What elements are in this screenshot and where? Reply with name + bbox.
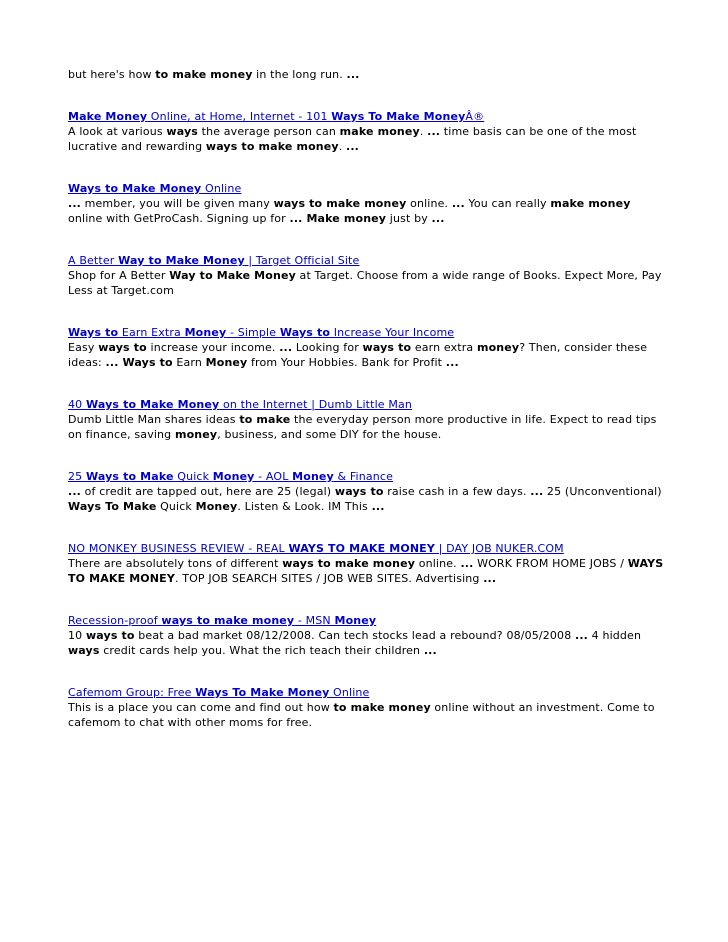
highlighted-term: Money bbox=[184, 326, 227, 339]
result-item bbox=[68, 613, 668, 658]
text-run: A look at various bbox=[68, 125, 167, 138]
text-run: There are absolutely tons of different bbox=[68, 557, 283, 570]
highlighted-term: ... bbox=[371, 500, 385, 513]
text-run: | DAY JOB NUKER.COM bbox=[434, 542, 564, 555]
result-item bbox=[68, 685, 668, 730]
text-run: Online bbox=[329, 686, 370, 699]
text-run: . TOP JOB SEARCH SITES / JOB WEB SITES. Advertising bbox=[174, 572, 484, 585]
highlighted-term: ways to bbox=[85, 629, 135, 642]
highlighted-term: make money bbox=[339, 125, 420, 138]
text-run: - MSN bbox=[294, 614, 335, 627]
result-item bbox=[68, 469, 668, 514]
highlighted-term: Money bbox=[195, 500, 238, 513]
result-snippet bbox=[68, 196, 668, 226]
highlighted-term: ways to make money bbox=[205, 140, 339, 153]
result-title-link[interactable] bbox=[68, 469, 668, 484]
highlighted-term: ... bbox=[530, 485, 544, 498]
text-run: . Listen & Look. IM This bbox=[237, 500, 372, 513]
text-run: 40 bbox=[68, 398, 86, 411]
intro-snippet bbox=[68, 67, 668, 82]
text-run: online. bbox=[415, 557, 461, 570]
highlighted-term: Ways To Make bbox=[68, 500, 157, 513]
result-snippet bbox=[68, 628, 668, 658]
text-run: in the long run. bbox=[252, 68, 347, 81]
result-title-link[interactable] bbox=[68, 541, 668, 556]
text-run: of credit are tapped out, here are 25 (legal) bbox=[81, 485, 335, 498]
text-run: Earn bbox=[172, 356, 206, 369]
text-run: Earn Extra bbox=[118, 326, 185, 339]
highlighted-term: money bbox=[476, 341, 520, 354]
highlighted-term: ... bbox=[346, 140, 360, 153]
text-run: from Your Hobbies. Bank for Profit bbox=[247, 356, 446, 369]
highlighted-term: Way to Make Money bbox=[169, 269, 296, 282]
text-run: Recession-proof bbox=[68, 614, 162, 627]
text-run: but here's how bbox=[68, 68, 156, 81]
highlighted-term: ... bbox=[575, 629, 588, 642]
highlighted-term: ... Make money bbox=[289, 212, 387, 225]
text-run: the everyday person more productive in life. Expect to read tips on finance, saving bbox=[68, 413, 657, 441]
text-run: | Target Official Site bbox=[244, 254, 360, 267]
result-title-link[interactable] bbox=[68, 253, 668, 268]
highlighted-term: make money bbox=[550, 197, 631, 210]
highlighted-term: WAYS TO MAKE MONEY bbox=[288, 542, 435, 555]
highlighted-term: ways to make money bbox=[273, 197, 407, 210]
text-run: , business, and some DIY for the house. bbox=[217, 428, 442, 441]
highlighted-term: Money bbox=[212, 470, 255, 483]
text-run: . bbox=[419, 125, 428, 138]
text-run: & Finance bbox=[333, 470, 394, 483]
highlighted-term: ways to bbox=[362, 341, 412, 354]
result-snippet bbox=[68, 484, 668, 514]
highlighted-term: ways to bbox=[98, 341, 147, 354]
highlighted-term: Ways To Make Money bbox=[331, 110, 466, 123]
result-snippet bbox=[68, 700, 668, 730]
text-run: online. bbox=[406, 197, 452, 210]
highlighted-term: Way to Make Money bbox=[118, 254, 245, 267]
highlighted-term: ways to make money bbox=[161, 614, 295, 627]
text-run: raise cash in a few days. bbox=[383, 485, 531, 498]
result-title-link[interactable] bbox=[68, 613, 668, 628]
result-title-link[interactable] bbox=[68, 397, 668, 412]
result-item bbox=[68, 253, 668, 298]
highlighted-term: Ways to Make Money bbox=[68, 182, 202, 195]
text-run: Increase Your Income bbox=[330, 326, 455, 339]
text-run: at Target. Choose from a wide range of Books. Expect More, Pay Less at Target.com bbox=[68, 269, 662, 297]
highlighted-term: ways to bbox=[334, 485, 384, 498]
result-item bbox=[68, 397, 668, 442]
text-run: beat a bad market 08/12/2008. Can tech stocks lead a rebound? 08/05/2008 bbox=[134, 629, 575, 642]
highlighted-term: Ways to bbox=[68, 326, 119, 339]
text-run: A Better bbox=[68, 254, 119, 267]
text-run: just by bbox=[386, 212, 432, 225]
text-run: 25 (Unconventional) bbox=[543, 485, 662, 498]
text-run: ? Then, consider these ideas: bbox=[68, 341, 648, 369]
highlighted-term: ... bbox=[279, 341, 293, 354]
highlighted-term: ... bbox=[451, 197, 465, 210]
highlighted-term: ... bbox=[423, 644, 437, 657]
result-item bbox=[68, 325, 668, 370]
highlighted-term: ... bbox=[483, 572, 497, 585]
result-title-link[interactable] bbox=[68, 685, 668, 700]
highlighted-term: ... bbox=[431, 212, 445, 225]
highlighted-term: Ways to Make bbox=[85, 470, 174, 483]
highlighted-term: Money bbox=[205, 356, 248, 369]
highlighted-term: ways to make money bbox=[282, 557, 416, 570]
text-run: - Simple bbox=[226, 326, 280, 339]
text-run: member, you will be given many bbox=[81, 197, 274, 210]
highlighted-term: ... bbox=[445, 356, 459, 369]
text-run: Online, at Home, Internet - 101 bbox=[147, 110, 332, 123]
text-run: 4 hidden bbox=[588, 629, 642, 642]
text-run: This is a place you can come and find out how bbox=[68, 701, 334, 714]
text-run: Quick bbox=[173, 470, 213, 483]
result-title-link[interactable] bbox=[68, 109, 668, 124]
highlighted-term: Ways To Make Money bbox=[195, 686, 330, 699]
highlighted-term: ... bbox=[68, 485, 81, 498]
text-run: Easy bbox=[68, 341, 99, 354]
text-run: - AOL bbox=[254, 470, 293, 483]
text-run: the average person can bbox=[198, 125, 340, 138]
highlighted-term: ... Ways to bbox=[105, 356, 173, 369]
highlighted-term: ways bbox=[166, 125, 198, 138]
highlighted-term: Make Money bbox=[68, 110, 148, 123]
text-run: Dumb Little Man shares ideas bbox=[68, 413, 240, 426]
result-title-link[interactable] bbox=[68, 181, 668, 196]
text-run: 10 bbox=[68, 629, 86, 642]
highlighted-term: ... bbox=[68, 197, 81, 210]
result-snippet bbox=[68, 124, 668, 154]
highlighted-term: Ways to Make Money bbox=[85, 398, 220, 411]
text-run: on the Internet | Dumb Little Man bbox=[219, 398, 413, 411]
highlighted-term: Ways to bbox=[279, 326, 331, 339]
highlighted-term: WAYS TO MAKE MONEY bbox=[68, 557, 664, 585]
search-results-page bbox=[68, 67, 668, 757]
result-item bbox=[68, 109, 668, 154]
text-run: Shop for A Better bbox=[68, 269, 170, 282]
highlighted-term: Money bbox=[292, 470, 334, 483]
text-run: You can really bbox=[464, 197, 551, 210]
result-item bbox=[68, 181, 668, 226]
result-item bbox=[68, 541, 668, 586]
text-run: earn extra bbox=[411, 341, 477, 354]
text-run: Cafemom Group: Free bbox=[68, 686, 196, 699]
text-run: increase your income. bbox=[146, 341, 280, 354]
text-run: Quick bbox=[156, 500, 196, 513]
highlighted-term: to make bbox=[239, 413, 291, 426]
result-snippet bbox=[68, 412, 668, 442]
highlighted-term: money bbox=[174, 428, 218, 441]
text-run: Looking for bbox=[292, 341, 363, 354]
text-run: online without an investment. Come to cafemom to chat with other moms for free. bbox=[68, 701, 655, 729]
text-run: 25 bbox=[68, 470, 86, 483]
highlighted-term: ... bbox=[460, 557, 474, 570]
text-run: Â® bbox=[465, 110, 485, 123]
results-list bbox=[68, 109, 668, 730]
highlighted-term: to make money bbox=[333, 701, 431, 714]
result-snippet bbox=[68, 268, 668, 298]
text-run: Online bbox=[201, 182, 242, 195]
highlighted-term: ways bbox=[68, 644, 100, 657]
text-run: online with GetProCash. Signing up for bbox=[68, 212, 290, 225]
highlighted-term: Money bbox=[334, 614, 377, 627]
result-snippet bbox=[68, 340, 668, 370]
highlighted-term: ... bbox=[427, 125, 441, 138]
result-title-link[interactable] bbox=[68, 325, 668, 340]
highlighted-term: to make money bbox=[155, 68, 253, 81]
text-run: . bbox=[338, 140, 347, 153]
text-run: WORK FROM HOME JOBS / bbox=[473, 557, 628, 570]
text-run: time basis can be one of the most lucrative and rewarding bbox=[68, 125, 637, 153]
text-run: credit cards help you. What the rich teach their children bbox=[99, 644, 424, 657]
highlighted-term: ... bbox=[346, 68, 360, 81]
text-run: NO MONKEY BUSINESS REVIEW - REAL bbox=[68, 542, 289, 555]
result-snippet bbox=[68, 556, 668, 586]
